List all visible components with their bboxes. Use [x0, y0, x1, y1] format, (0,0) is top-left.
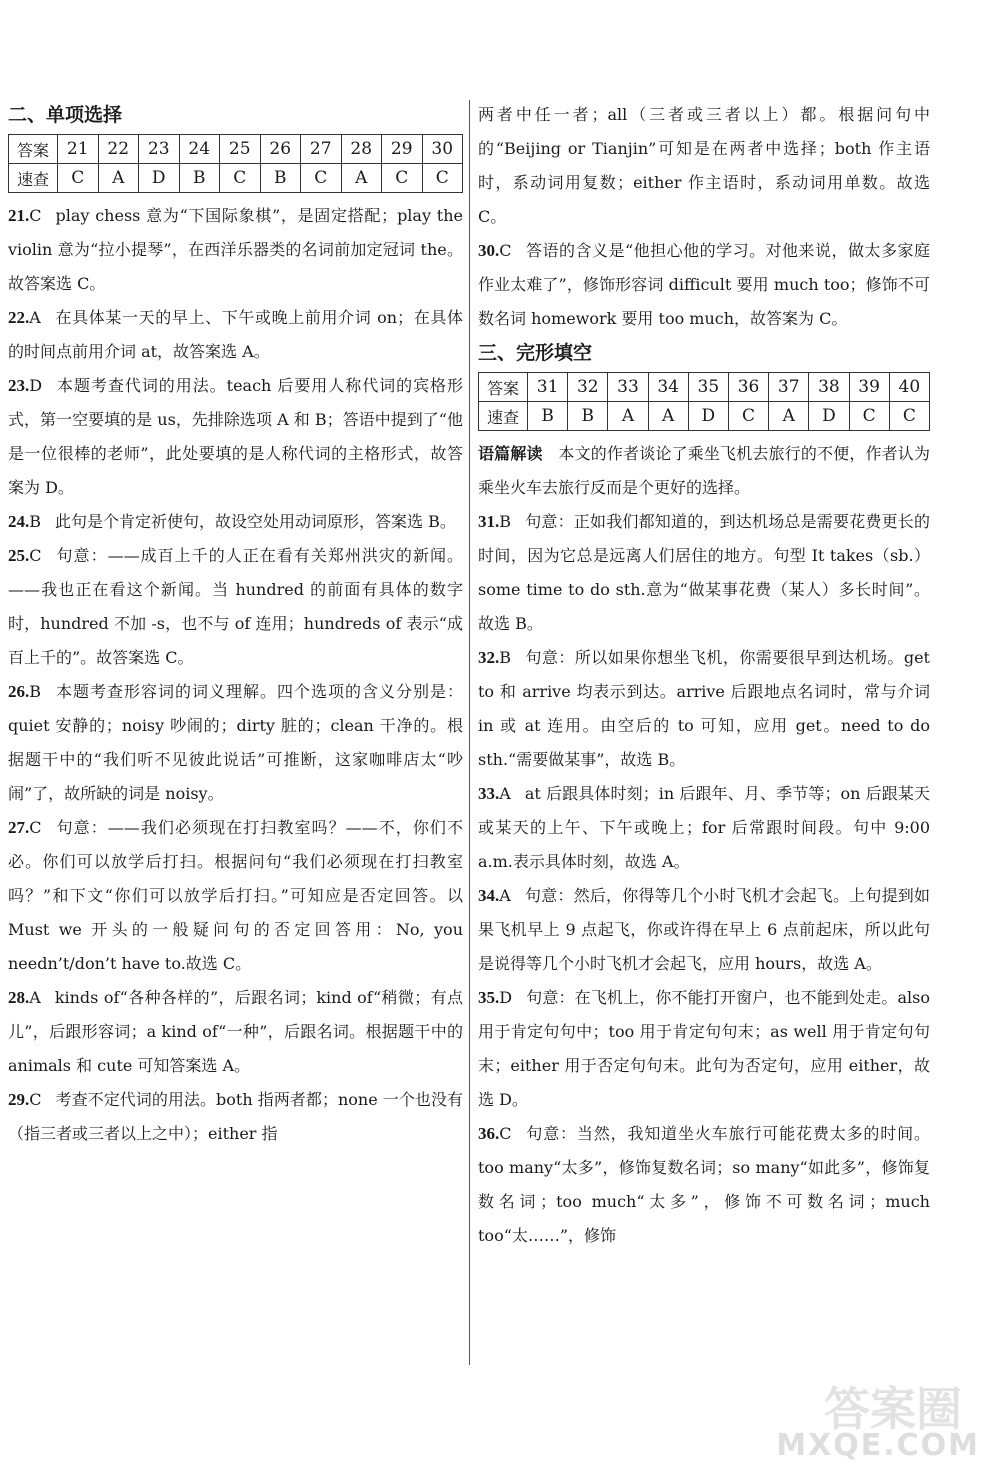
table-cell-number: 26 [260, 135, 301, 164]
item-text: 句意：当然，我知道坐火车旅行可能花费太多的时间。too many“太多”，修饰复数名词；so many“如此多”，修饰复数名词；too much“太多”，修饰不可数名词；much too“太……”，修饰 [478, 1124, 930, 1245]
table-cell-number: 21 [58, 135, 99, 164]
item-number: 34. [478, 886, 500, 905]
table-cell-number: 24 [179, 135, 220, 164]
table-cell-number: 40 [889, 373, 929, 402]
table-cell-number: 34 [648, 373, 688, 402]
item-answer: B [29, 682, 42, 701]
table-cell-answer: C [422, 164, 463, 193]
section-title-cloze: 三、完形填空 [478, 342, 593, 364]
table-cell-number: 37 [769, 373, 809, 402]
explanation-item-36 [478, 1117, 930, 1253]
item-answer: A [499, 886, 511, 905]
table-cell-number: 22 [98, 135, 139, 164]
item-text: 句意：正如我们都知道的，到达机场总是需要花费更长的时间，因为它总是远离人们居住的地方。句型 It takes（sb.）some time to do sth.意为“做某事花费（某人）多长时间”。故选 B。 [478, 512, 930, 633]
item-number: 36. [478, 1124, 500, 1143]
explanation-item-25 [8, 539, 463, 675]
table-cell-number: 33 [608, 373, 648, 402]
item-answer: A [499, 784, 511, 803]
item-text: 句意：——我们必须现在打扫教室吗？——不，你们不必。你们可以放学后打扫。根据问句“我们必须现在打扫教室吗？”和下文“你们可以放学后打扫。”可知应是否定回答。以 Must we 开头的一般疑问句的否定回答用：No, you needn’t/don’t have to.故选 C。 [8, 818, 463, 973]
table-cell-number: 28 [341, 135, 382, 164]
table-cell-number: 31 [528, 373, 568, 402]
explanation-item-24 [8, 505, 463, 539]
item-number: 28. [8, 988, 30, 1007]
table-cell-number: 27 [301, 135, 342, 164]
item-text: 答语的含义是“他担心他的学习。对他来说，做太多家庭作业太难了”，修饰形容词 difficult 要用 much too；修饰不可数名词 homework 要用 too much，故答案为 C。 [478, 241, 930, 328]
item-answer: B [499, 512, 512, 531]
explanation-item-21 [8, 199, 463, 301]
explanation-item-29 [8, 1083, 463, 1151]
explanation-item-29-continued [478, 98, 930, 234]
table-row-answers [9, 164, 463, 193]
item-text: 句意：在飞机上，你不能打开窗户，也不能到处走。also 用于肯定句句中；too 用于肯定句句末；as well 用于肯定句句末；either 用于否定句句末。此句为否定句，应用 either，故选 D。 [478, 988, 930, 1109]
watermark [720, 1373, 980, 1463]
item-answer: C [29, 206, 42, 225]
item-answer: B [499, 648, 512, 667]
item-text: 此句是个肯定祈使句，故设空处用动词原形，答案选 B。 [55, 512, 456, 531]
item-text: at 后跟具体时刻；in 后跟年、月、季节等；on 后跟某天或某天的上午、下午或晚上；for 后常跟时间段。句中 9:00 a.m.表示具体时刻，故选 A。 [478, 784, 930, 871]
table-cell-number: 30 [422, 135, 463, 164]
passage-interpretation [478, 437, 930, 505]
table-row-numbers [479, 373, 930, 402]
table-cell-answer: C [728, 402, 768, 431]
explanation-item-35 [478, 981, 930, 1117]
item-number: 22. [8, 308, 30, 327]
table-cell-number: 39 [849, 373, 889, 402]
item-text: 考查不定代词的用法。both 指两者都；none 一个也没有（指三者或三者以上之中）；either 指 [8, 1090, 463, 1143]
table-cell-answer: C [58, 164, 99, 193]
table-cell-answer: B [260, 164, 301, 193]
explanation-item-32 [478, 641, 930, 777]
table-cell-answer: C [301, 164, 342, 193]
table-header-quick-check: 速查 [479, 402, 528, 431]
item-text: kinds of“各种各样的”，后跟名词；kind of“稍微；有点儿”，后跟形容词；a kind of“一种”，后跟名词。根据题干中的 animals 和 cute 可知答案选 A。 [8, 988, 463, 1075]
table-cell-answer: D [809, 402, 849, 431]
explanation-item-30 [478, 234, 930, 336]
table-cell-answer: A [98, 164, 139, 193]
item-number: 26. [8, 682, 30, 701]
table-cell-answer: B [568, 402, 608, 431]
item-text: 句意：所以如果你想坐飞机，你需要很早到达机场。get to 和 arrive 均表示到达。arrive 后跟地点名词时，常与介词 in 或 at 连用。由空后的 to 可知，应用 get。need to do sth.“需要做某事”，故选 B。 [478, 648, 930, 769]
answer-table-31-40 [478, 372, 930, 431]
item-text: 句意：然后，你得等几个小时飞机才会起飞。上句提到如果飞机早上 9 点起飞，你或许得在早上 6 点前起床，所以此句是说得等几个小时飞机才会起飞，应用 hours，故选 A。 [478, 886, 930, 973]
item-text: play chess 意为“下国际象棋”，是固定搭配；play the violin 意为“拉小提琴”，在西洋乐器类的名词前加定冠词 the。故答案选 C。 [8, 206, 463, 293]
item-number: 27. [8, 818, 30, 837]
item-number: 24. [8, 512, 30, 531]
explanation-item-26 [8, 675, 463, 811]
column-divider [469, 100, 470, 1365]
item-number: 29. [8, 1090, 30, 1109]
table-cell-number: 32 [568, 373, 608, 402]
table-cell-number: 36 [728, 373, 768, 402]
item-text: 在具体某一天的早上、下午或晚上前用介词 on；在具体的时间点前用介词 at，故答案选 A。 [8, 308, 463, 361]
explanation-item-27 [8, 811, 463, 981]
item-number: 33. [478, 784, 500, 803]
item-answer: D [499, 988, 513, 1007]
item-text: 本题考查形容词的词义理解。四个选项的含义分别是：quiet 安静的；noisy 吵闹的；dirty 脏的；clean 干净的。根据题干中的“我们听不见彼此说话”可推断，这家咖啡店太“吵闹”了，故所缺的词是 noisy。 [8, 682, 463, 803]
answer-table-21-30 [8, 134, 463, 193]
section-title-single-choice: 二、单项选择 [8, 104, 123, 126]
table-cell-answer: B [528, 402, 568, 431]
left-column [8, 98, 463, 1371]
explanation-item-31 [478, 505, 930, 641]
item-answer: C [29, 546, 42, 565]
item-number: 25. [8, 546, 30, 565]
item-answer: A [29, 308, 41, 327]
table-row-answers [479, 402, 930, 431]
explanation-item-33 [478, 777, 930, 879]
item-number: 32. [478, 648, 500, 667]
item-number: 31. [478, 512, 500, 531]
explanation-item-23 [8, 369, 463, 505]
item-answer: C [29, 818, 42, 837]
table-cell-number: 23 [139, 135, 180, 164]
item-answer: C [499, 1124, 512, 1143]
table-cell-answer: C [382, 164, 423, 193]
item-number: 23. [8, 376, 30, 395]
table-cell-answer: A [608, 402, 648, 431]
table-cell-answer: A [648, 402, 688, 431]
table-cell-answer: D [139, 164, 180, 193]
item-answer: B [29, 512, 42, 531]
table-cell-answer: C [220, 164, 261, 193]
table-cell-answer: A [769, 402, 809, 431]
table-cell-answer: D [688, 402, 728, 431]
watermark-site: MXQE.COM [776, 1428, 980, 1463]
table-cell-number: 29 [382, 135, 423, 164]
explanation-item-22 [8, 301, 463, 369]
item-text: 本题考查代词的用法。teach 后要用人称代词的宾格形式，第一空要填的是 us，先排除选项 A 和 B；答语中提到了“他是一位很棒的老师”，此处要填的是人称代词的主格形式，故答案为 D。 [8, 376, 463, 497]
table-cell-number: 35 [688, 373, 728, 402]
item-answer: D [29, 376, 43, 395]
item-number: 35. [478, 988, 500, 1007]
table-header-answer: 答案 [479, 373, 528, 402]
table-cell-answer: C [849, 402, 889, 431]
table-cell-answer: B [179, 164, 220, 193]
intro-label: 语篇解读 [478, 444, 543, 463]
intro-text: 本文的作者谈论了乘坐飞机去旅行的不便，作者认为乘坐火车去旅行反而是个更好的选择。 [478, 444, 930, 497]
table-header-answer: 答案 [9, 135, 58, 164]
table-cell-answer: A [341, 164, 382, 193]
item-answer: C [29, 1090, 42, 1109]
right-column [478, 98, 930, 1371]
watermark-logo: 答案圈 [824, 1382, 962, 1436]
explanation-item-28 [8, 981, 463, 1083]
table-row-numbers [9, 135, 463, 164]
table-header-quick-check: 速查 [9, 164, 58, 193]
item-number: 30. [478, 241, 500, 260]
item-text: 两者中任一者；all（三者或三者以上）都。根据问句中的“Beijing or Tianjin”可知是在两者中选择；both 作主语时，系动词用复数；either 作主语时，系动词用单数。故选 C。 [478, 105, 930, 226]
table-cell-answer: C [889, 402, 929, 431]
item-answer: A [29, 988, 41, 1007]
table-cell-number: 38 [809, 373, 849, 402]
item-number: 21. [8, 206, 30, 225]
explanation-item-34 [478, 879, 930, 981]
item-answer: C [499, 241, 512, 260]
table-cell-number: 25 [220, 135, 261, 164]
item-text: 句意：——成百上千的人正在看有关郑州洪灾的新闻。——我也正在看这个新闻。当 hundred 的前面有具体的数字时，hundred 不加 -s，也不与 of 连用；hundreds of 表示“成百上千的”。故答案选 C。 [8, 546, 463, 667]
